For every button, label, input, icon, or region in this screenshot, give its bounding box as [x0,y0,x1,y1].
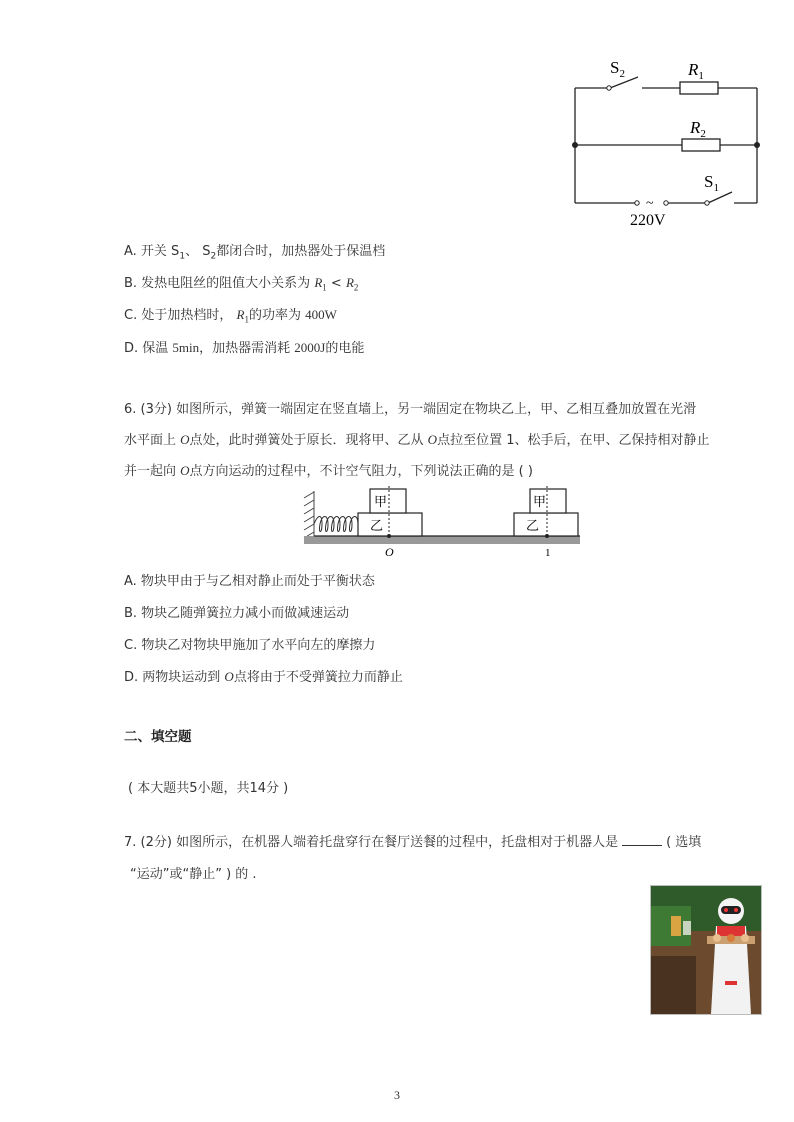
s1-label: $S_1$ [704,172,719,194]
section-note: ( 本大题共5小题，共14分 ) [128,781,289,796]
section-title: 二、填空题 [124,729,192,745]
q5-option-c: C. 处于加热档时， $R_1$的功率为 400W [124,307,337,325]
point-1-label: 1 [545,547,551,559]
q6-stem-line3: 并一起向 O点方向运动的过程中，不计空气阻力，下列说法正确的是 ( ) [124,463,533,479]
block-jia-right: 甲 [533,494,547,509]
q6-stem-line2: 水平面上 O点处，此时弹簧处于原长．现将甲、乙从 O点拉至位置 1、松手后，在甲、乙保持相对静止 [124,432,710,448]
block-jia-left: 甲 [374,494,388,509]
q6-stem-line1: 6. (3分) 如图所示，弹簧一端固定在竖直墙上，另一端固定在物块乙上，甲、乙相互叠加放置在光滑 [124,402,697,417]
circuit-diagram [560,55,770,235]
q7-stem-line1: 7. (2分) 如图所示，在机器人端着托盘穿行在餐厅送餐的过程中，托盘相对于机器人是 ( 选填 [124,835,702,850]
s2-label: $S_2$ [610,58,625,80]
robot-waiter-photo [650,885,762,1015]
block-yi-left: 乙 [370,518,384,533]
ac-symbol: ~ [646,196,654,211]
q6-option-b: B. 物块乙随弹簧拉力减小而做减速运动 [124,606,350,621]
block-yi-right: 乙 [526,518,540,533]
q7-stem-line2: “运动”或“静止” ) 的 . [130,867,257,882]
spring-blocks-figure [300,486,585,561]
page-number: 3 [394,1088,400,1102]
r1-label: $R_1$ [688,60,704,82]
answer-blank[interactable] [622,833,662,846]
point-o-label: O [385,545,394,559]
q5-option-b: B. 发热电阻丝的阻值大小关系为 $R_1 < R_2$ [124,275,359,293]
q5-option-a: A. 开关 $S_1$、 $S_2$都闭合时，加热器处于保温档 [124,244,386,262]
voltage-label: 220V [630,212,666,229]
q5-option-d: D. 保温 5min，加热器需消耗 2000J的电能 [124,340,365,356]
q6-option-a: A. 物块甲由于与乙相对静止而处于平衡状态 [124,574,375,589]
q6-option-d: D. 两物块运动到 O点将由于不受弹簧拉力而静止 [124,669,403,685]
q6-option-c: C. 物块乙对物块甲施加了水平向左的摩擦力 [124,638,376,653]
r2-label: $R_2$ [690,118,706,140]
